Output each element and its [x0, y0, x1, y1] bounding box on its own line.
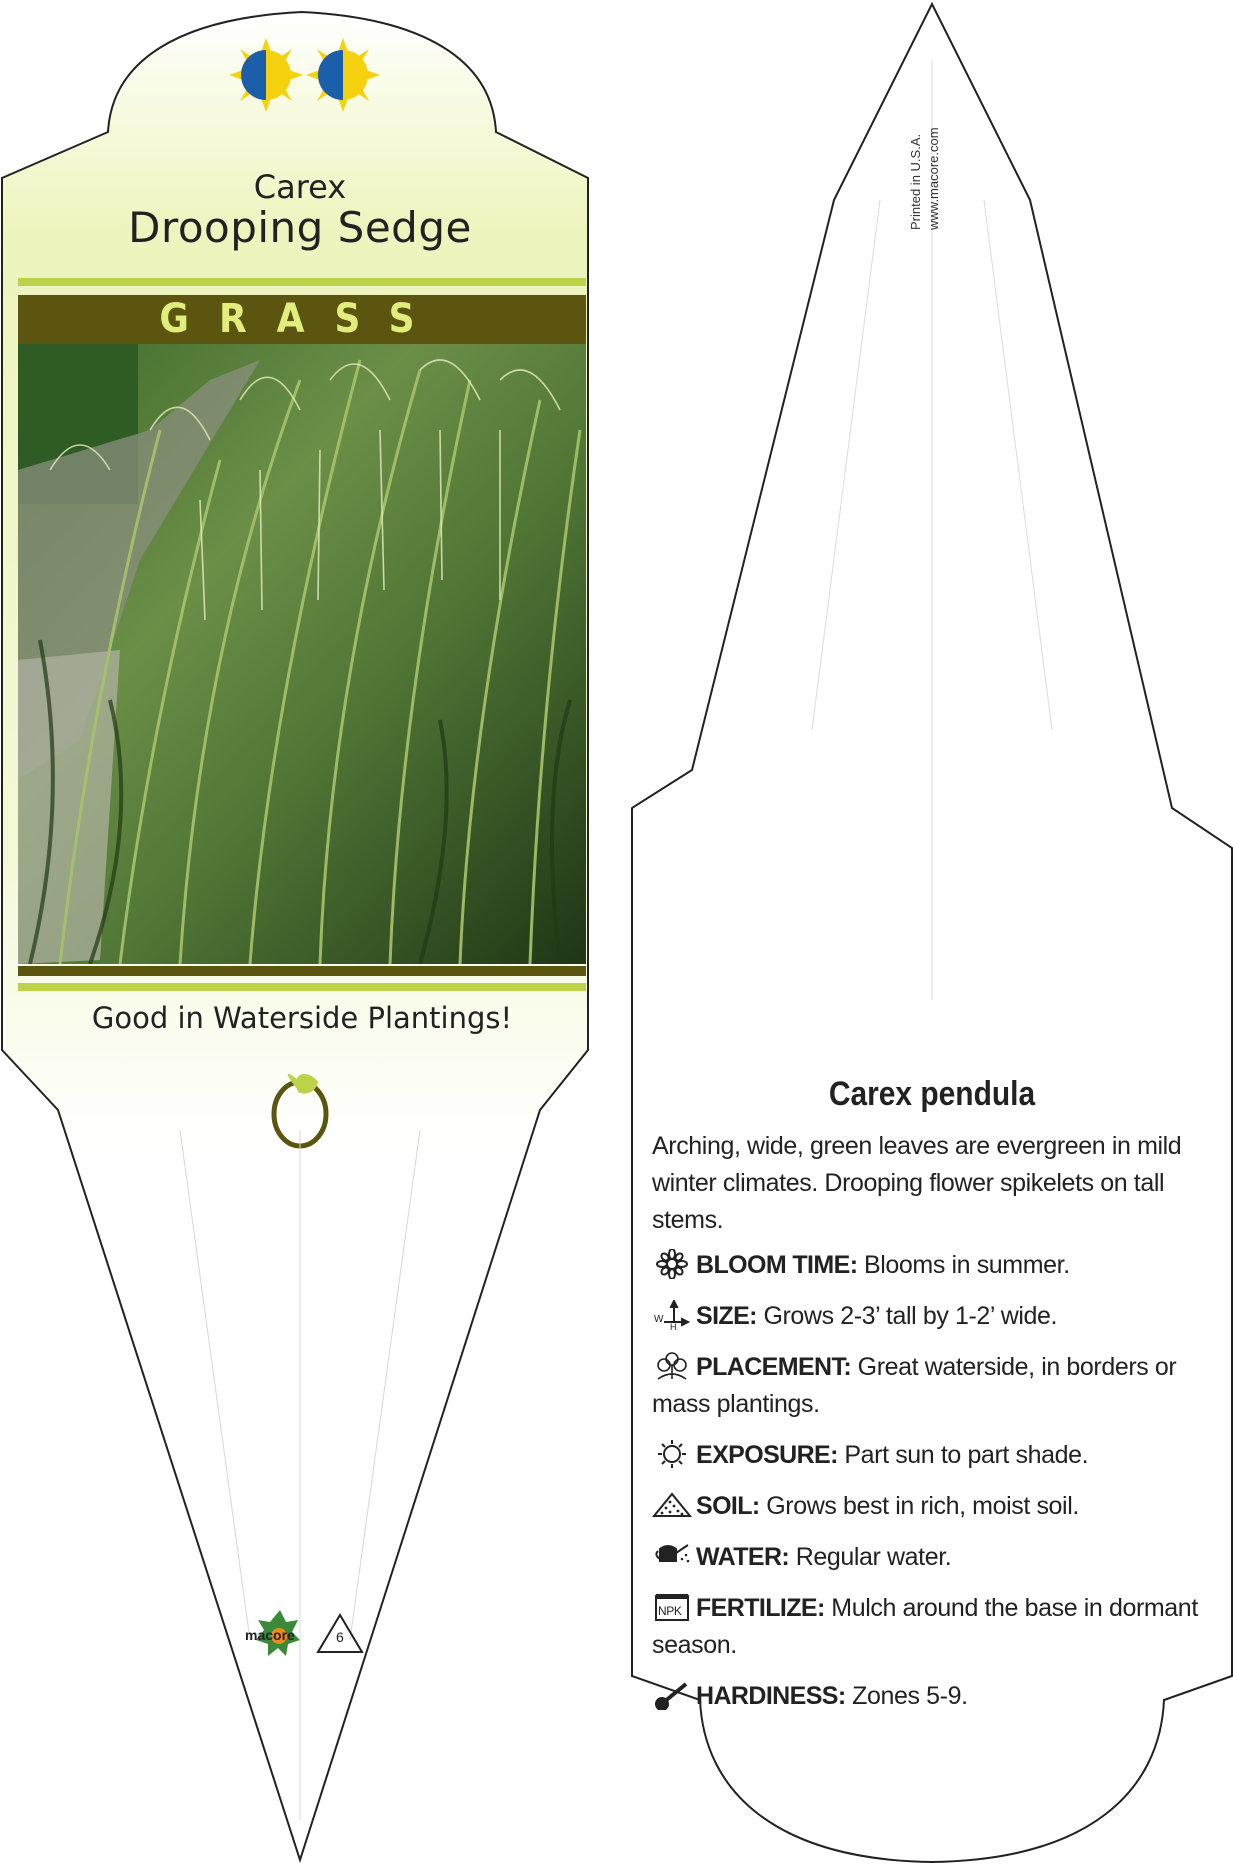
svg-text:H: H — [670, 1322, 677, 1330]
care-row-exposure: EXPOSURE: Part sun to part shade. — [652, 1437, 1212, 1474]
recycle-code: 6 — [336, 1629, 344, 1645]
npk-icon — [652, 1592, 692, 1622]
care-row-fertilize: NPK FERTILIZE: Mulch around the base in dormant season. — [652, 1594, 1198, 1659]
lime-line-bottom — [18, 983, 586, 991]
care-row-water: WATER: Regular water. — [652, 1539, 1212, 1576]
watering-can-icon — [652, 1541, 692, 1571]
size-icon — [652, 1300, 692, 1330]
description: Arching, wide, green leaves are evergreen in mild winter climates. Drooping flower spikelets on tall stems. — [652, 1132, 1182, 1234]
svg-text:W: W — [654, 1314, 664, 1325]
grass-photo — [18, 344, 586, 964]
tagline: Good in Waterside Plantings! — [91, 1001, 513, 1035]
soil-icon — [652, 1490, 692, 1520]
website: www.macore.com — [926, 127, 941, 230]
sun-icon-2 — [306, 38, 380, 112]
olive-line-bottom — [18, 966, 586, 976]
print-info — [908, 95, 948, 245]
sun-icon-1 — [229, 38, 303, 112]
placement-icon — [652, 1351, 692, 1381]
botanical-name: Carex pendula — [828, 1075, 1036, 1113]
care-row-soil: SOIL: Grows best in rich, moist soil. — [652, 1488, 1212, 1525]
care-row-placement: PLACEMENT: Great waterside, in borders or mass plantings. — [652, 1353, 1177, 1418]
category-label: GRASS — [159, 296, 445, 342]
svg-text:NPK: NPK — [658, 1604, 682, 1618]
printed-in: Printed in U.S.A. — [908, 133, 923, 230]
care-row-hardiness: HARDINESS: Zones 5-9. — [652, 1678, 1212, 1715]
care-row-bloom: BLOOM TIME: Blooms in summer. — [652, 1247, 1212, 1284]
sun-outline-icon — [652, 1439, 692, 1469]
lime-line-top — [18, 278, 586, 286]
care-info — [652, 1075, 1212, 1729]
common-name: Drooping Sedge — [128, 203, 472, 252]
brand-name: macore — [245, 1627, 295, 1643]
flower-icon — [652, 1249, 692, 1279]
genus-label: Carex — [253, 168, 347, 206]
care-row-size: W H SIZE: Grows 2-3’ tall by 1-2’ wide. — [654, 1302, 1058, 1330]
thermometer-icon — [652, 1680, 692, 1710]
